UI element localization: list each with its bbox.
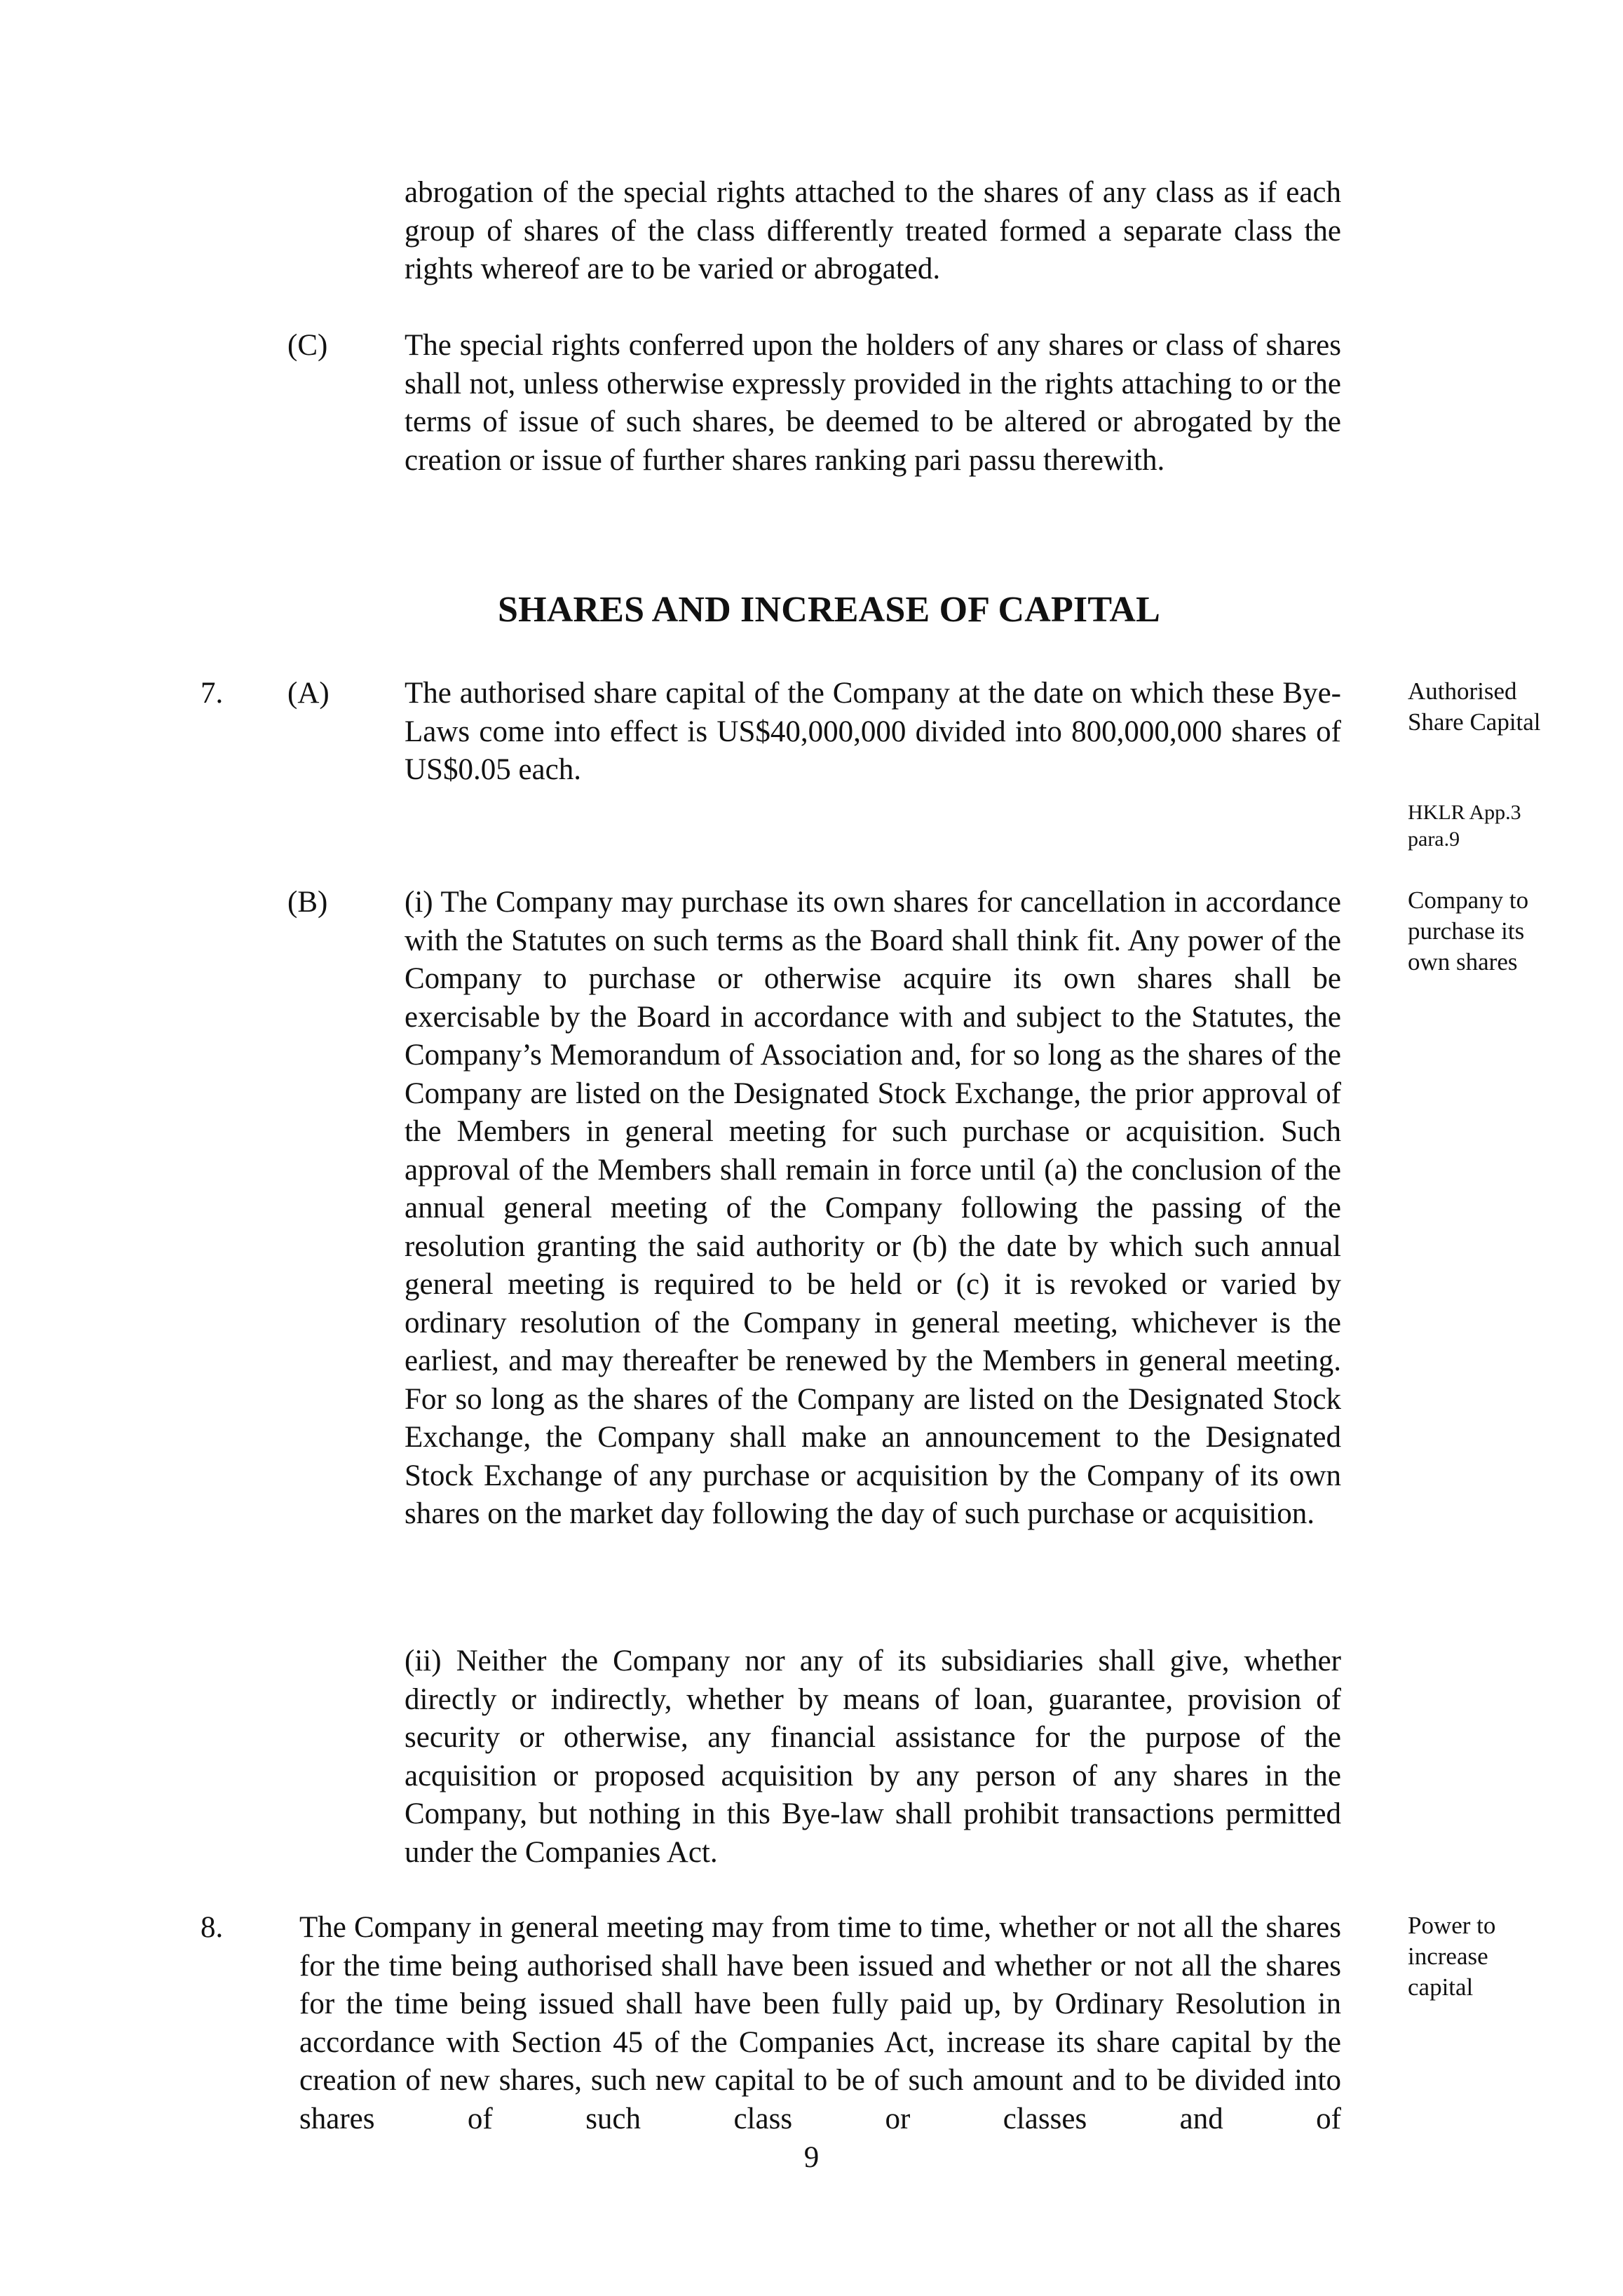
article-7-number: 7. [201, 677, 224, 710]
margin-note-hklr: HKLR App.3 para.9 [1408, 801, 1521, 851]
article-7a-label: (A) [287, 677, 330, 710]
section-heading: SHARES AND INCREASE OF CAPITAL [497, 590, 1161, 630]
article-8-paragraph [299, 1909, 1341, 2138]
article-8-number: 8. [201, 1911, 224, 1944]
article-7b-ii-paragraph [405, 1642, 1341, 1872]
margin-note-purchase: Company to purchase its own shares [1408, 886, 1529, 975]
article-8-text: The Company in general meeting may from time to time, whether or not all the shares for the time being authorised shall have been issued and whether or not all the shares for the time being issued shall have been fully paid up, by Ordinary Resolution in accordance with Section 45 of the Companies Act, increase its share capital by the creation of new shares, such new capital to be of such amount and to be divided into shares of such class or classes and of [299, 1911, 1341, 2135]
article-7b-label: (B) [287, 886, 328, 919]
continuation-paragraph [405, 174, 1341, 289]
margin-note-increase: Power to increase capital [1408, 1912, 1496, 2001]
clause-c-label: (C) [287, 329, 328, 362]
continuation-text: abrogation of the special rights attached to the shares of any class as if each group of shares of the class differently treated formed a separate class the rights whereof are to be varied or abrogated. [405, 176, 1341, 285]
page-number: 9 [803, 2141, 820, 2174]
article-7a-text: The authorised share capital of the Company at the date on which these Bye-Laws come into effect is US$40,000,000 divided into 800,000,000 shares of US$0.05 each. [405, 677, 1341, 786]
article-7b-ii-text: (ii) Neither the Company nor any of its subsidiaries shall give, whether directly or indirectly, whether by means of loan, guarantee, provision of security or otherwise, any financial assistance for the purpose of the acquisition or proposed acquisition by any person of any shares in the Company, but nothing in this Bye-law shall prohibit transactions permitted under the Companies Act. [405, 1645, 1341, 1869]
article-7a-paragraph [405, 675, 1341, 790]
clause-c-text: The special rights conferred upon the holders of any shares or class of shares shall not, unless otherwise expressly provided in the rights attaching to or the terms of issue of such shares, be deemed to be altered or abrogated by the creation or issue of further shares ranking pari passu therewith. [405, 329, 1341, 477]
article-7b-i-text: (i) The Company may purchase its own shares for cancellation in accordance with the Statutes on such terms as the Board shall think fit. Any power of the Company to purchase or otherwise acquire its own shares shall be exercisable by the Board in accordance with and subject to the Statutes, the Company’s Memorandum of Association and, for so long as the shares of the Company are listed on the Designated Stock Exchange, the prior approval of the Members in general meeting for such purchase or acquisition. Such approval of the Members shall remain in force until (a) the conclusion of the annual general meeting of the Company following the passing of the resolution granting the said authority or (b) the date by which such annual general meeting is required to be held or (c) it is revoked or varied by ordinary resolution of the Company in general meeting, whichever is the earliest, and may thereafter be renewed by the Members in general meeting. For so long as the shares of the Company are listed on the Designated Stock Exchange, the Company shall make an announcement to the Designated Stock Exchange of any purchase or acquisition by the Company of its own shares on the market day following the day of such purchase or acquisition. [405, 886, 1341, 1530]
margin-note-authorised: Authorised Share Capital [1408, 677, 1541, 736]
article-7b-i-paragraph [405, 884, 1341, 1534]
clause-c-paragraph [405, 327, 1341, 480]
